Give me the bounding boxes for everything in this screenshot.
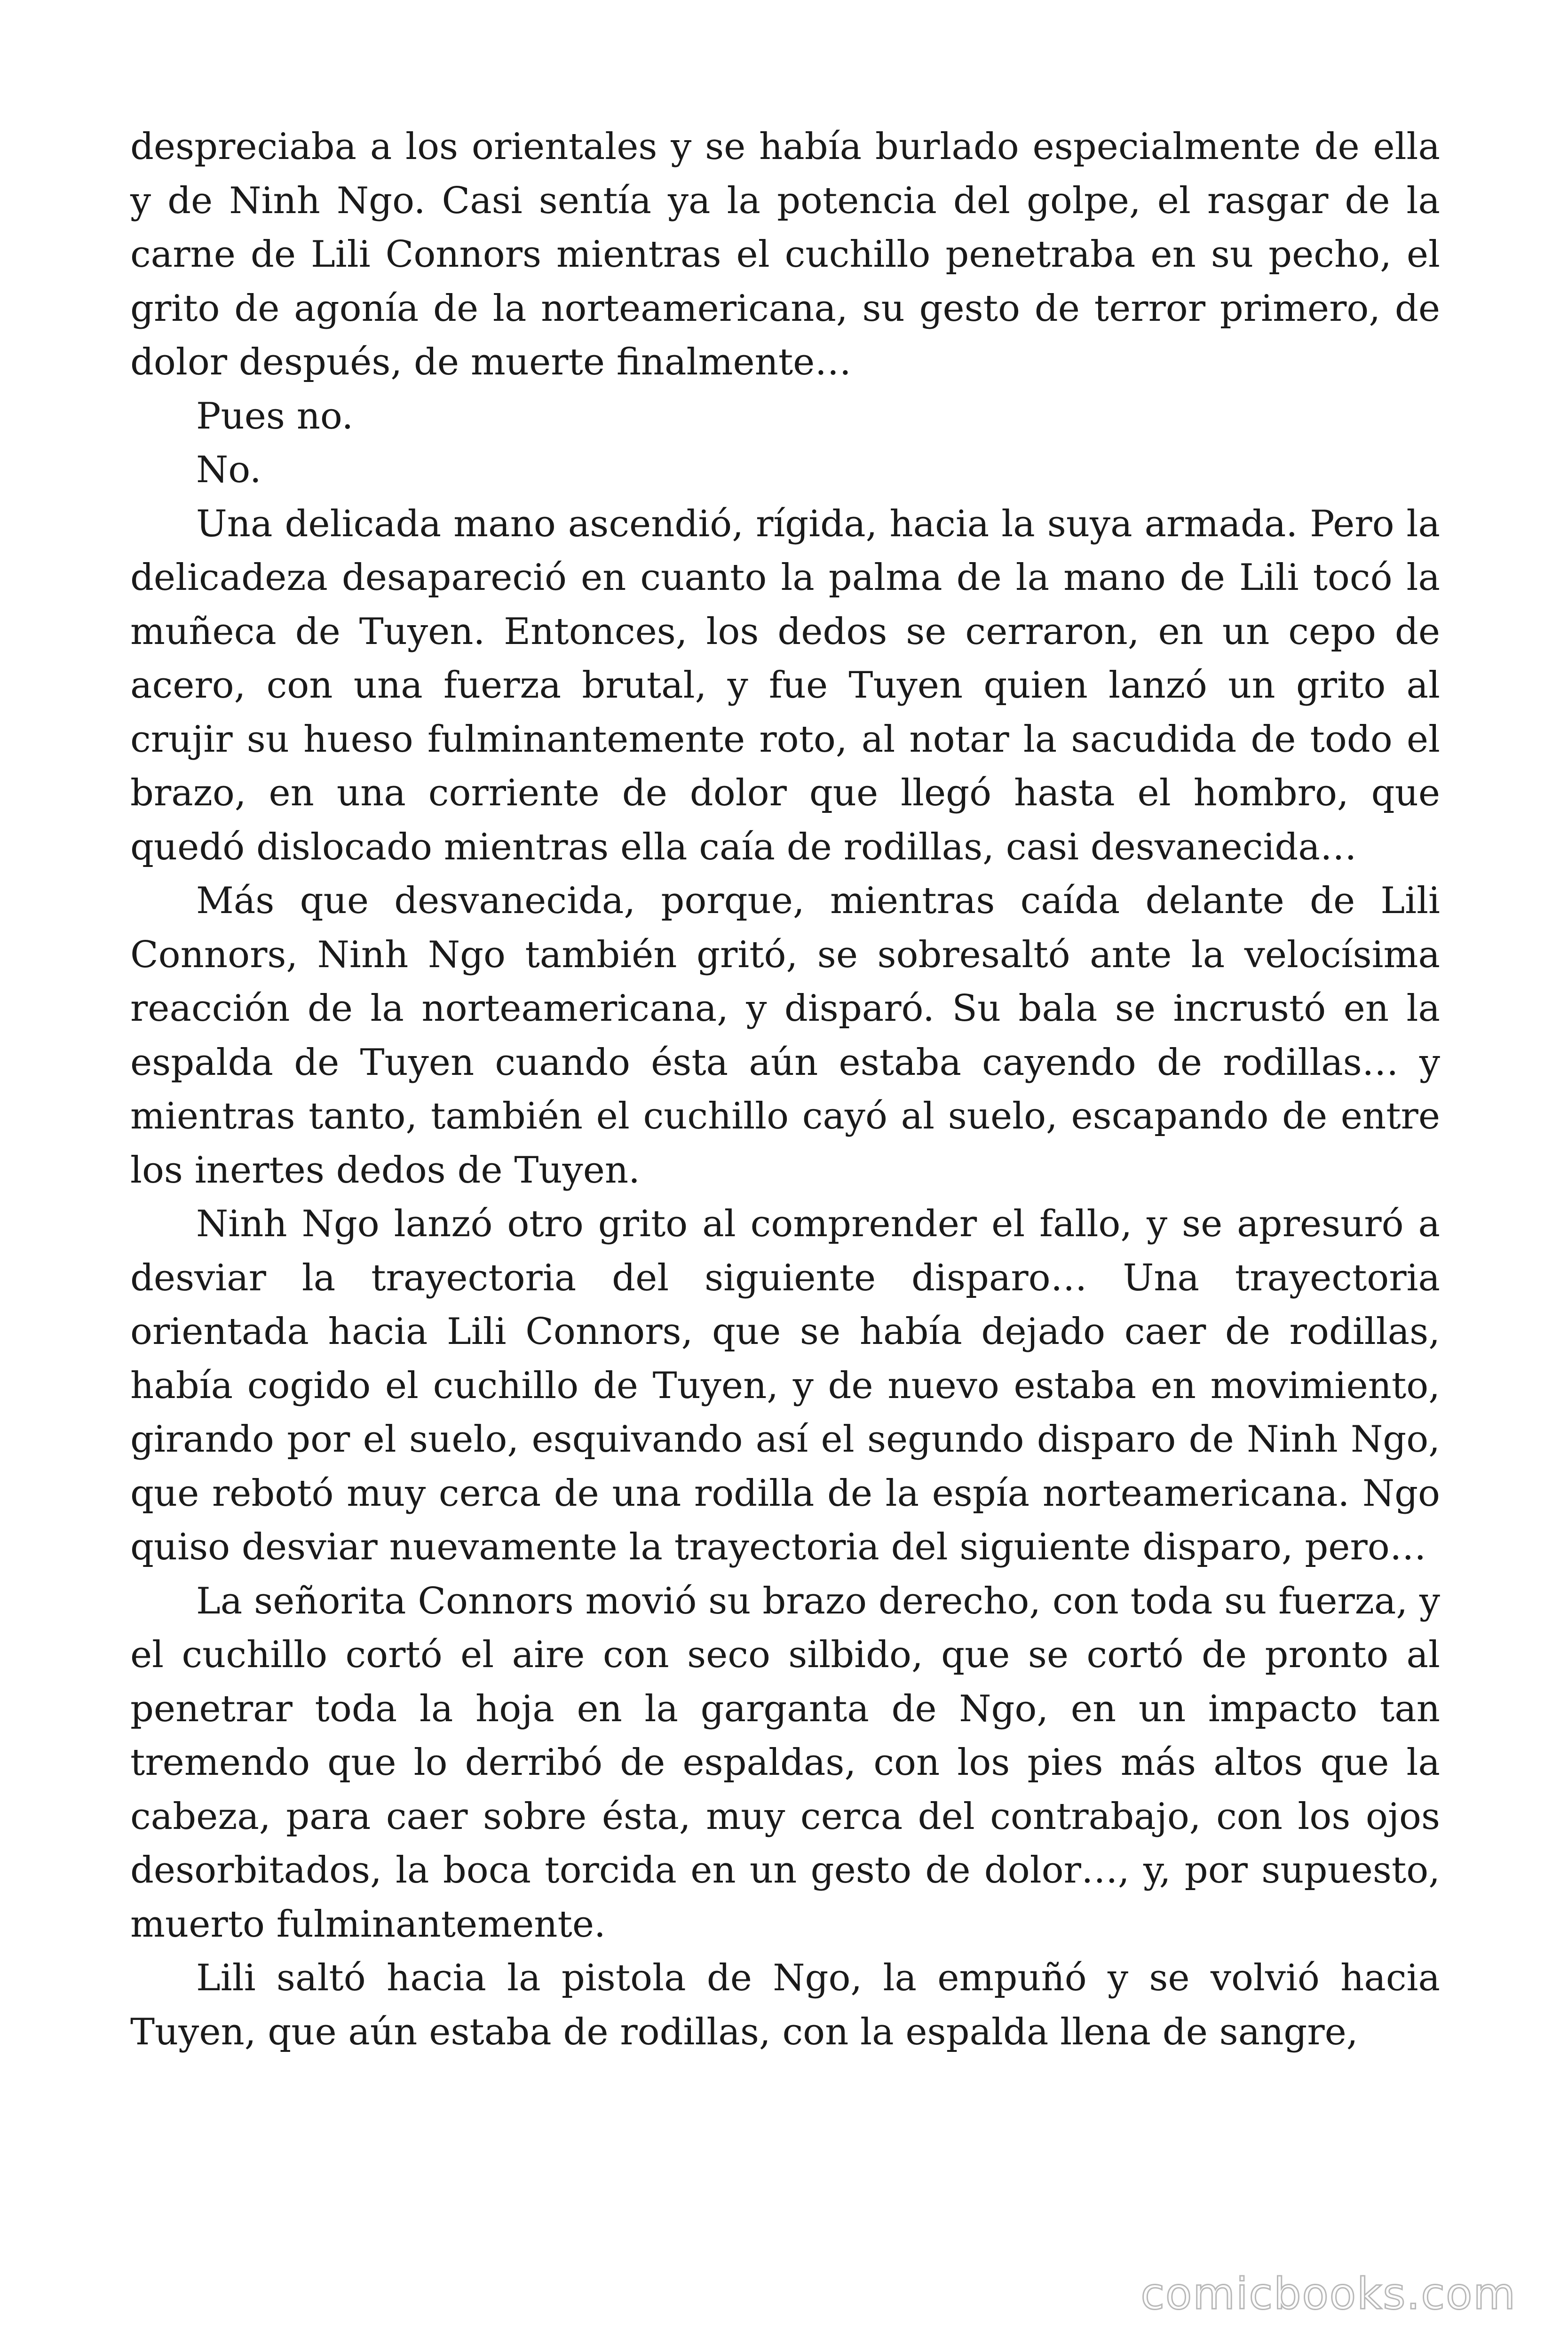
paragraph: Pues no. (196, 395, 354, 437)
paragraph-continued: despreciaba a los orientales y se había burlado especialmente de ella y de Ninh Ngo. Casi sentía ya la potencia del golpe, el rasgar de la carne de Lili Connors mientras el cuchillo penetraba en su pecho, el grito de agonía de la norteamericana, su gesto de terror primero, de dolor después, de muerte finalmente… (130, 126, 1440, 383)
body-text (130, 120, 1440, 2059)
paragraph: Ninh Ngo lanzó otro grito al comprender el fallo, y se apresuró a desviar la trayectoria del siguiente disparo… Una trayectoria orientada hacia Lili Connors, que se había dejado caer de rodillas, había cogido el cuchillo de Tuyen, y de nuevo estaba en movimiento, girando por el suelo, esquivando así el segundo disparo de Ninh Ngo, que rebotó muy cerca de una rodilla de la espía norteamericana. Ngo quiso desviar nuevamente la trayectoria del siguiente disparo, pero… (130, 1203, 1440, 1568)
paragraph: Una delicada mano ascendió, rígida, hacia la suya armada. Pero la delicadeza desapareció en cuanto la palma de la mano de Lili tocó la muñeca de Tuyen. Entonces, los dedos se cerraron, en un cepo de acero, con una fuerza brutal, y fue Tuyen quien lanzó un grito al crujir su hueso fulminantemente roto, al notar la sacudida de todo el brazo, en una corriente de dolor que llegó hasta el hombro, que quedó dislocado mientras ella caía de rodillas, casi desvanecida… (130, 502, 1440, 868)
paragraph: La señorita Connors movió su brazo derecho, con toda su fuerza, y el cuchillo cortó el aire con seco silbido, que se cortó de pronto al penetrar toda la hoja en la garganta de Ngo, en un impacto tan tremendo que lo derribó de espaldas, con los pies más altos que la cabeza, para caer sobre ésta, muy cerca del contrabajo, con los ojos desorbitados, la boca torcida en un gesto de dolor…, y, por supuesto, muerto fulminantemente. (130, 1580, 1440, 1946)
paragraph: Más que desvanecida, porque, mientras caída delante de Lili Connors, Ninh Ngo también gritó, se sobresaltó ante la velocísima reacción de la norteamericana, y disparó. Su bala se incrustó en la espalda de Tuyen cuando ésta aún estaba cayendo de rodillas… y mientras tanto, también el cuchillo cayó al suelo, escapando de entre los inertes dedos de Tuyen. (130, 880, 1440, 1192)
paragraph: No. (196, 449, 261, 491)
watermark: comicbooks.com (1140, 2269, 1516, 2319)
paragraph: Lili saltó hacia la pistola de Ngo, la empuñó y se volvió hacia Tuyen, que aún estaba de rodillas, con la espalda llena de sangre, (130, 1957, 1440, 2053)
